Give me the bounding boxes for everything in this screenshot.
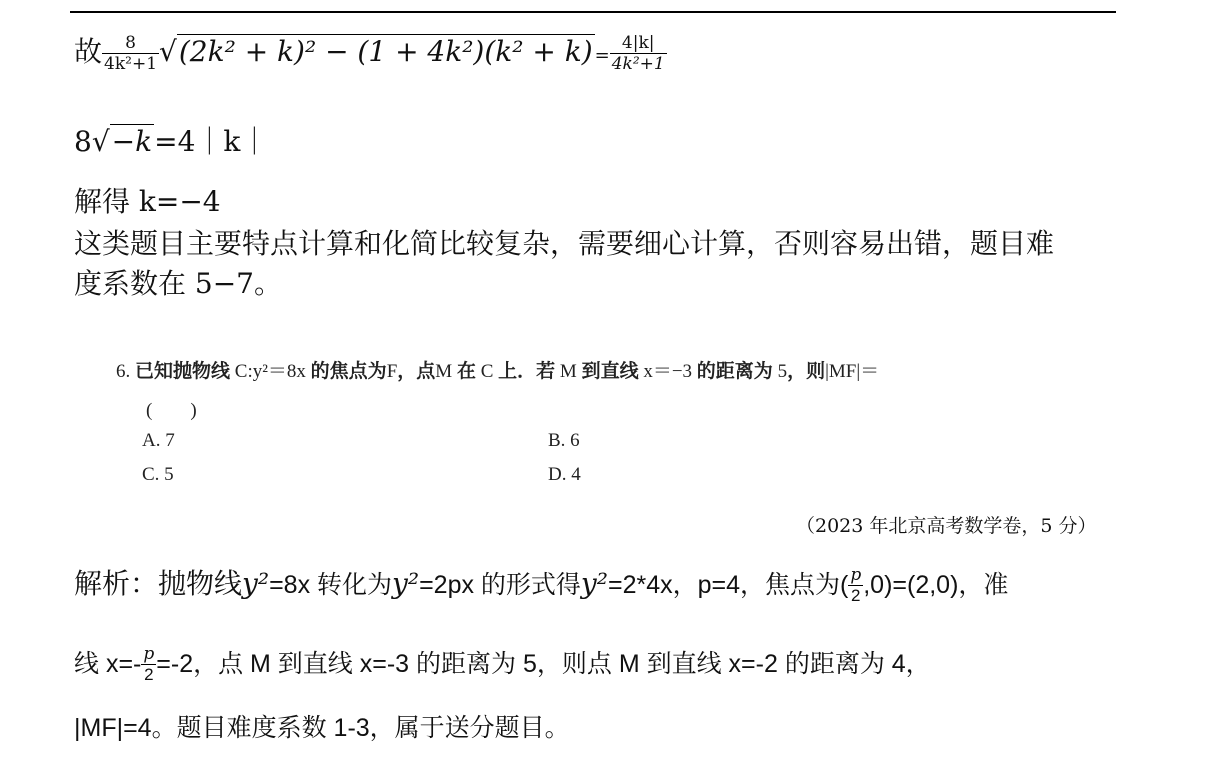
equation-line-1: [74, 30, 667, 74]
question-source: （2023 年北京高考数学卷，5 分）: [796, 515, 1097, 537]
radicand: (2k² + k)² − (1 + 4k²)(k² + k): [178, 35, 593, 68]
stem-text: 上．若: [498, 361, 556, 382]
stem-text: ，点: [397, 361, 436, 382]
fraction-numerator: p: [850, 565, 862, 585]
stem-math: 5: [777, 361, 788, 382]
fraction-denominator: 2: [848, 585, 863, 606]
stem-text: 的焦点为: [310, 361, 387, 382]
analysis-text: ,0)=(2,0)，准: [863, 571, 1009, 599]
fraction-denominator: 4k²+1: [104, 54, 158, 74]
option-d: D. 4: [548, 464, 581, 485]
top-rule: [70, 11, 1116, 13]
equation-line-2: [74, 120, 268, 160]
equals-sign: =: [594, 45, 610, 66]
coefficient: 8: [74, 125, 92, 158]
stem-text: 在: [456, 361, 476, 382]
solution-line: 解得 k=−4: [74, 185, 221, 218]
radicand: −k: [111, 125, 153, 158]
analysis-math: y²: [392, 567, 420, 600]
analysis-text: =-2，点 M 到直线 x=-3 的距离为 5，则点 M 到直线 x=-2 的距离为 4，: [156, 650, 931, 678]
square-root: √−k: [91, 125, 153, 158]
stem-math: x＝−3: [643, 361, 693, 382]
stem-math: F: [386, 361, 398, 382]
stem-text: 到直线: [581, 361, 639, 382]
analysis-math: y²: [242, 567, 270, 600]
analysis-text: =8x 转化为: [269, 571, 393, 599]
stem-math: C:y²＝8x: [234, 361, 306, 382]
question-number: 6.: [116, 361, 131, 382]
square-root: √(2k² + k)² − (1 + 4k²)(k² + k): [159, 35, 593, 68]
paragraph-line-2: 度系数在 5−7。: [74, 267, 282, 300]
stem-math: M: [435, 361, 453, 382]
equation-rhs: =4｜k｜: [154, 125, 269, 158]
fraction-8-over: [102, 33, 159, 74]
fraction-p-over-2: [848, 565, 863, 606]
stem-text: 已知抛物线: [135, 361, 231, 382]
fraction-numerator: 4|k|: [621, 33, 655, 53]
analysis-line-1: [74, 562, 1008, 606]
answer-blank: ( ): [146, 400, 197, 421]
option-a: A. 7: [142, 430, 175, 451]
option-c: C. 5: [142, 464, 174, 485]
analysis-text: =2px 的形式得: [419, 571, 581, 599]
stem-math: |MF|＝: [825, 361, 880, 382]
analysis-text: 解析：抛物线: [74, 567, 243, 600]
stem-text: 的距离为: [696, 361, 773, 382]
fraction-denominator: 2: [141, 664, 156, 685]
fraction-numerator: p: [143, 644, 155, 664]
fraction-denominator: 4k²+1: [611, 54, 665, 74]
fraction-4k-over: [610, 33, 667, 74]
stem-math: M: [559, 361, 577, 382]
paragraph-line-1: 这类题目主要特点计算和化简比较复杂，需要细心计算，否则容易出错，题目难: [74, 227, 1055, 260]
fraction-p-over-2: [141, 644, 156, 685]
stem-text: ，则: [787, 361, 826, 382]
analysis-line-3: |MF|=4。题目难度系数 1-3，属于送分题目。: [74, 714, 570, 742]
analysis-text: =2*4x，p=4，焦点为(: [607, 571, 849, 599]
analysis-line-2: [74, 644, 931, 685]
analysis-text: 线 x=-: [74, 650, 142, 678]
option-b: B. 6: [548, 430, 580, 451]
analysis-math: y²: [580, 567, 608, 600]
stem-math: C: [480, 361, 494, 382]
question-stem: [116, 356, 879, 383]
equation-prefix: 故: [74, 35, 103, 68]
fraction-numerator: 8: [125, 33, 136, 53]
